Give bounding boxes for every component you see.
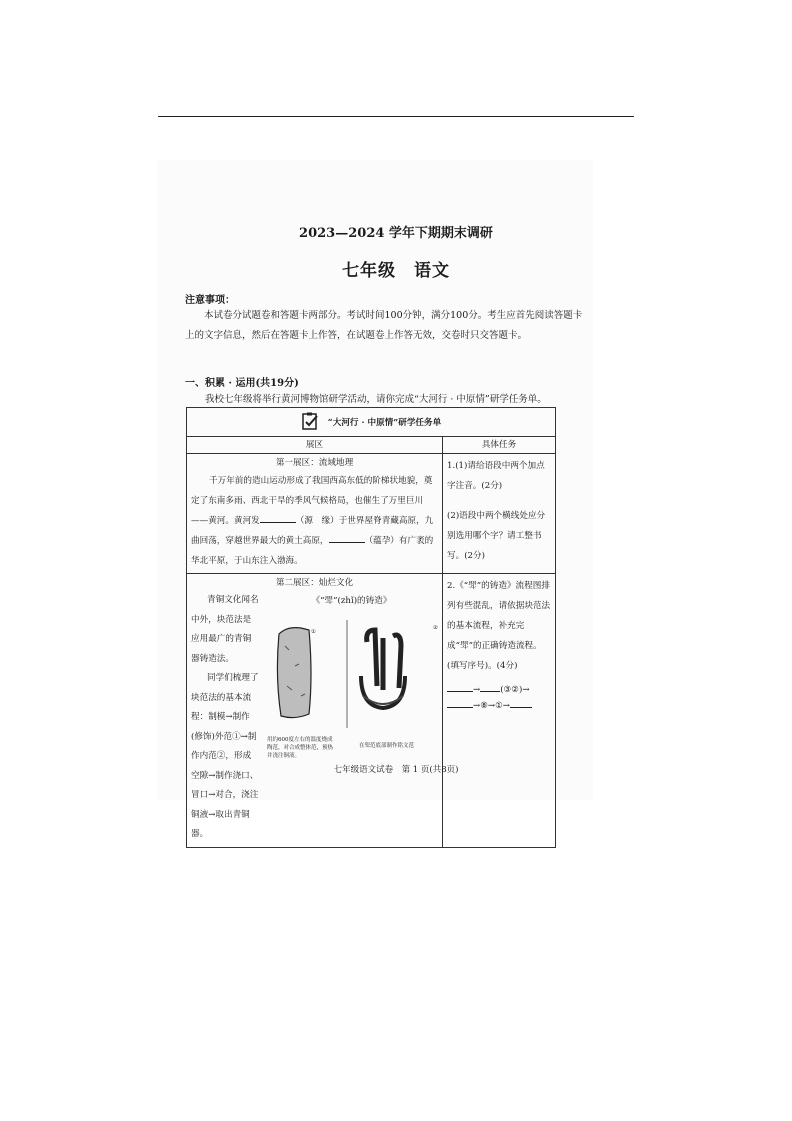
task1-cell [443,454,556,574]
blank-2 [329,542,365,543]
zone1-text-c: （蕴孕）有广袤的华北平原，于山东注入渤海。 [191,536,434,566]
casting-figure [265,594,438,784]
zone2-left-text [191,591,259,845]
task2-cell [443,574,556,848]
zone1-cell [187,454,443,574]
checklist-icon [301,412,319,433]
section-intro: 我校七年级将举行黄河博物馆研学活动，请你完成“大河行 · 中原情”研学任务单。 [205,394,547,405]
task-table [186,407,556,848]
flow-blank-3 [447,707,473,708]
task1-a: 1.(1)请给语段中两个加点字注音。(2分) [447,461,545,491]
flow-part-2: →⑧→①→ [473,701,511,711]
fig1-label: ① [311,629,316,635]
col-header-task: 具体任务 [443,437,556,454]
task2-flow: → (③②)→ →⑧→①→ [447,682,551,714]
notice-text: 本试卷分试题卷和答题卡两部分。考试时间100分钟，满分100分。考生应首先阅读答题卡上的文字信息，然后在答题卡上作答，在试题卷上作答无效，交卷时只交答题卡。 [185,310,583,341]
fig2-caption: 在斝范底部制作铭文范 [359,743,415,749]
zone2-cell [187,574,443,848]
flow-blank-4 [510,707,532,708]
zone1-title: 第一展区：流域地理 [275,458,354,468]
casting-illustration [265,616,441,736]
blank-1 [260,522,296,523]
flow-blank-2 [480,691,500,692]
fig1-caption: 用約600度左右的溫度烧成陶范，对合成整体范，预热并浇注铜液。 [267,737,334,759]
figure-title: 《“斝”(zhǐ)的铸造》 [311,596,392,606]
task2-text: 2.《“斝”的铸造》流程图排列有些混乱，请依据块范法的基本流程，补充完成“斝”的正确铸造流程。(填写序号)。(4分) [447,581,551,671]
zone2-title: 第二展区：灿烂文化 [275,578,354,588]
section-heading: 一、积累 · 运用(共19分) [185,378,299,389]
exam-title: 2023—2024 学年下期期末调研 [299,226,493,241]
flow-part-1: (③②)→ [500,685,530,695]
zone2-text-1: 青铜文化闻名中外，块范法是应用最广的青铜器铸造法。 [191,595,259,664]
page-footer: 七年级语文试卷 第 1 页(共8页) [333,765,459,775]
zone2-text-2: 同学们梳理了块范法的基本流程：制模→制作(修饰)外范①→制作内范②，形成空隙→制作浇口、冒口→对合，浇注铜液→取出青铜器。 [191,673,259,839]
notice-heading: 注意事项： [185,295,235,306]
zone1-paragraph [191,471,438,571]
caption-text: “大河行 · 中原情”研学任务单 [327,417,442,428]
top-rule [158,116,634,117]
col-header-zone: 展区 [187,437,443,454]
task1-b: (2)语段中两个横线处应分别选用哪个字？请工整书写。(2分) [447,511,546,561]
zone1-text-a: 千万年前的造山运动形成了我国西高东低的阶梯状地貌，奠定了东南多雨、西北干旱的季风气候格局，也催生了万里巨川——黄河。黄河发 [191,476,433,526]
flow-blank-1 [447,691,473,692]
exam-subject: 七年级 语文 [342,261,450,281]
fig2-label: ② [433,625,438,631]
zone1-text-b: （源 缘）于世界屋脊青藏高原，九曲回荡，穿越世界最大的黄土高原， [191,516,434,546]
task-table-caption [187,408,556,437]
